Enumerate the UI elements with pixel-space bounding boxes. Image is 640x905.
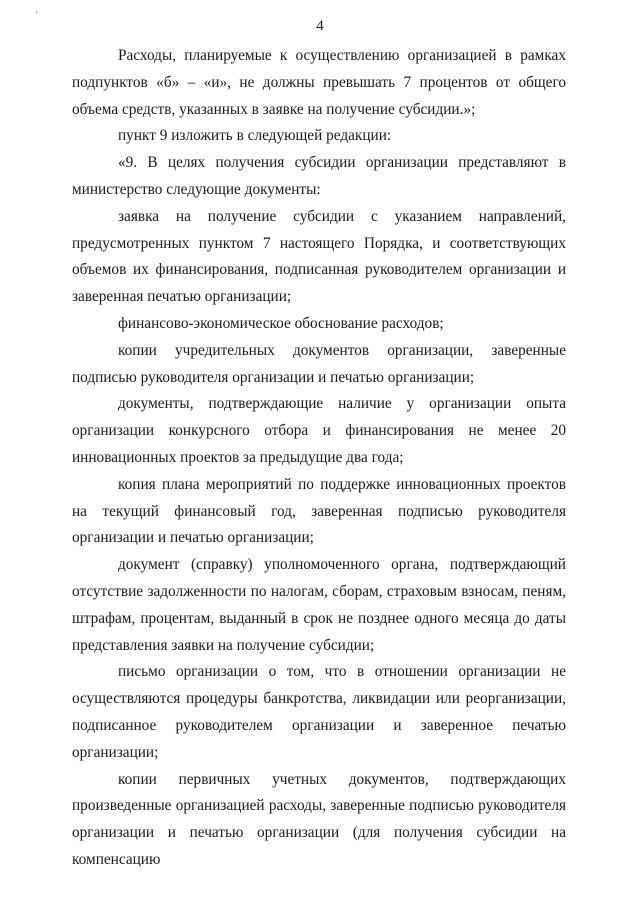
paragraph-accounting-documents: копии первичных учетных документов, подтверждающих произведенные организацией расходы, заверенные подписью руководителя организации и печатью организации (для получения субсидии на компенсацию xyxy=(72,770,566,868)
paragraph-founding-documents: копии учредительных документов организации, заверенные подписью руководителя организации и печатью организации; xyxy=(72,341,566,386)
paragraph-clause-9: «9. В целях получения субсидии организации представляют в министерство следующие документы: xyxy=(72,154,566,198)
paragraph-tax-certificate: документ (справку) уполномоченного органа, подтверждающий отсутствие задолженности по налогам, сборам, страховым взносам, пеням, штрафам, процентам, выданный в срок не позднее одного месяца до даты представления заявки на получение субсидии; xyxy=(72,556,566,654)
paragraph-bankruptcy-letter: письмо организации о том, что в отношении организации не осуществляются процедуры банкротства, ликвидации или реорганизации, подписанное руководителем организации и заверенное печатью организации; xyxy=(72,663,566,761)
paragraph-subsidy-application: заявка на получение субсидии с указанием направлений, предусмотренных пунктом 7 настоящего Порядка, и соответствующих объемов их финансирования, подписанная руководителем организации и заверенная печатью организации; xyxy=(72,207,566,306)
paragraph-financial-justification: финансово-экономическое обоснование расходов; xyxy=(118,314,444,332)
paragraph-clause-9-intro: пункт 9 изложить в следующей редакции: xyxy=(118,127,392,145)
scan-mark: ' xyxy=(36,10,38,20)
paragraph-activity-plan: копия плана мероприятий по поддержке инновационных проектов на текущий финансовый год, заверенная подписью руководителя организации и печатью организации; xyxy=(72,475,566,547)
document-body xyxy=(72,43,566,874)
paragraph-experience-documents: документы, подтверждающие наличие у организации опыта организации конкурсного отбора и финансирования не менее 20 инновационных проектов за предыдущие два года; xyxy=(72,395,566,466)
paragraph-expenses-limit: Расходы, планируемые к осуществлению организацией в рамках подпунктов «б» – «и», не должны превышать 7 процентов от общего объема средств, указанных в заявке на получение субсидии.»; xyxy=(72,47,566,118)
page-number: 4 xyxy=(316,18,324,34)
